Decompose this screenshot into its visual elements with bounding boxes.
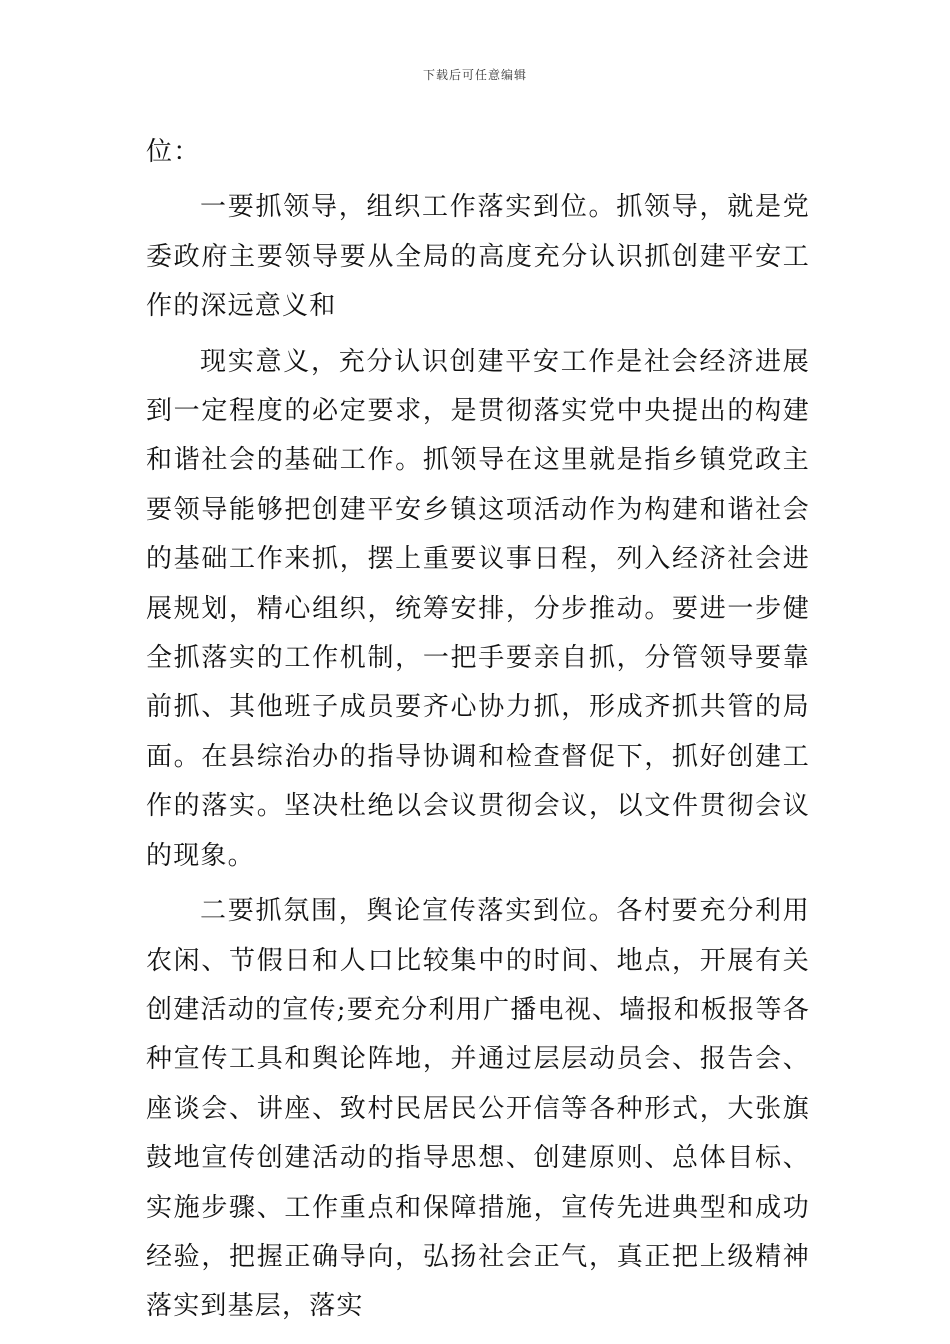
paragraph-3: 现实意义，充分认识创建平安工作是社会经济进展到一定程度的必定要求，是贯彻落实党中央提出的构建和谐社会的基础工作。抓领导在这里就是指乡镇党政主要领导能够把创建平安乡镇这项活动作为构建和谐社会的基础工作来抓，摆上重要议事日程，列入经济社会进展规划，精心组织，统筹安排，分步推动。要进一步健全抓落实的工作机制，一把手要亲自抓，分管领导要靠前抓、其他班子成员要齐心协力抓，形成齐抓共管的局面。在县综治办的指导协调和检查督促下，抓好创建工作的落实。坚决杜绝以会议贯彻会议，以文件贯彻会议的现象。	[146, 346, 810, 871]
paragraph-1: 位：	[146, 137, 201, 167]
paragraph-2: 一要抓领导，组织工作落实到位。抓领导，就是党委政府主要领导要从全局的高度充分认识抓创建平安工作的深远意义和	[146, 192, 810, 322]
paragraph-4: 二要抓氛围，舆论宣传落实到位。各村要充分利用农闲、节假日和人口比较集中的时间、地点，开展有关创建活动的宣传;要充分利用广播电视、墙报和板报等各种宣传工具和舆论阵地，并通过层层动员会、报告会、座谈会、讲座、致村民居民公开信等各种形式，大张旗鼓地宣传创建活动的指导思想、创建原则、总体目标、实施步骤、工作重点和保障措施，宣传先进典型和成功经验，把握正确导向，弘扬社会正气，真正把上级精神落实到基层，落实	[146, 896, 810, 1322]
page-header-note: 下载后可任意编辑	[422, 68, 527, 82]
document-body	[146, 128, 810, 1338]
